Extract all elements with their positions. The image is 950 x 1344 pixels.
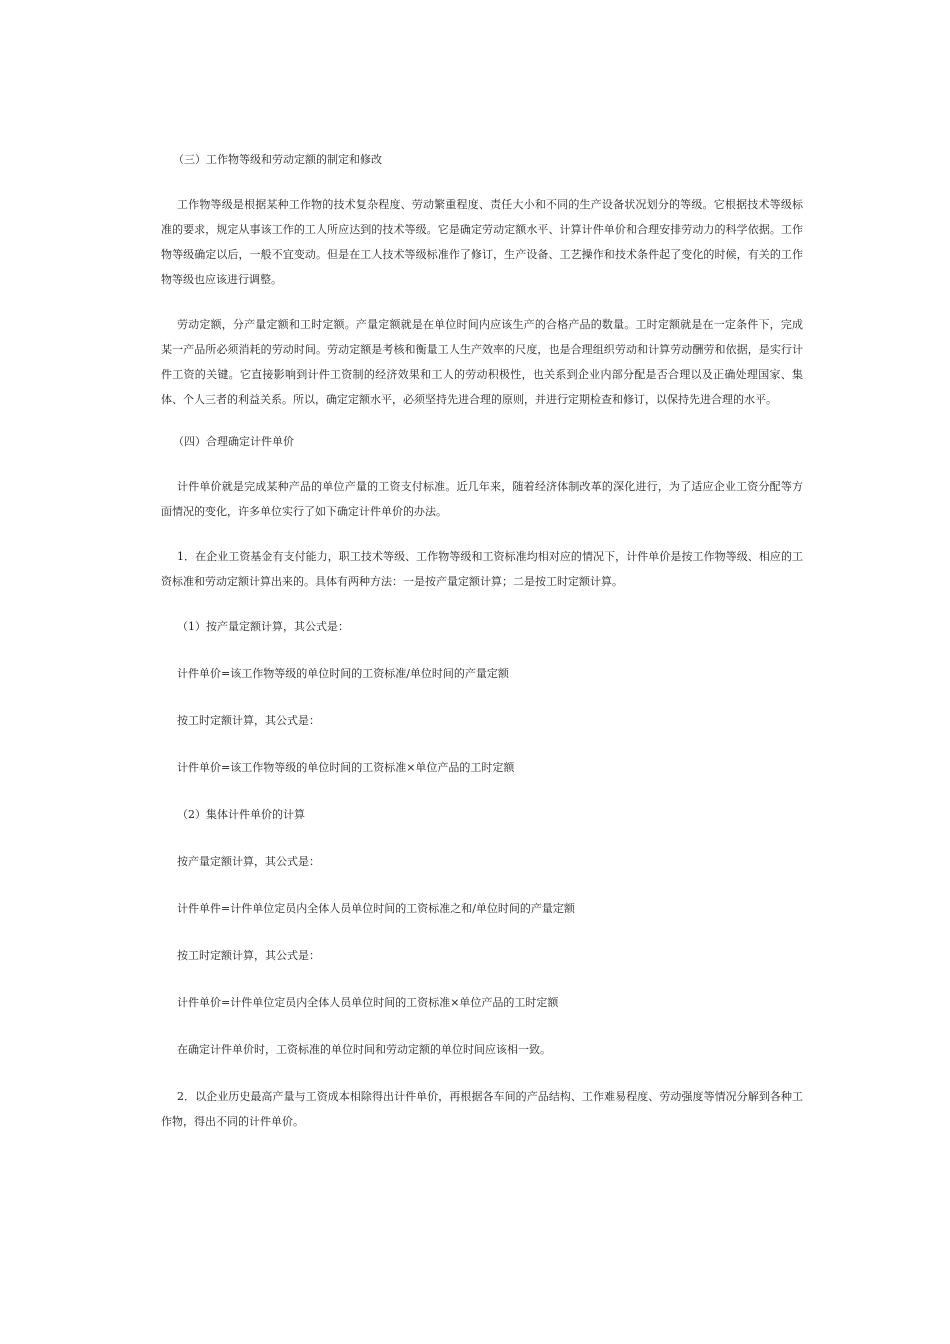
- line-formula-1: 计件单价=该工作物等级的单位时间的工资标准/单位时间的产量定额: [177, 667, 509, 680]
- section-heading-4: （四）合理确定计件单价: [173, 435, 294, 448]
- line-formula-3: 计件单件=计件单位定员内全体人员单位时间的工资标准之和/单位时间的产量定额: [177, 902, 575, 915]
- line-time-quota-intro: 按工时定额计算，其公式是：: [177, 714, 320, 727]
- line-output-quota-formula-intro: （1）按产量定额计算，其公式是：: [177, 620, 349, 633]
- line-collective-output-intro: 按产量定额计算，其公式是：: [177, 855, 320, 868]
- paragraph-method-1: 1．在企业工资基金有支付能力，职工技术等级、工作物等级和工资标准均相对应的情况下，计件单价是按工作物等级、相应的工资标准和劳动定额计算出来的。具体有两种方法：一是按产量定额计算；二是按工时定额计算。: [161, 550, 803, 588]
- paragraph-job-grade: 工作物等级是根据某种工作物的技术复杂程度、劳动繁重程度、责任大小和不同的生产设备状况划分的等级。它根据技术等级标准的要求，规定从事该工作的工人所应达到的技术等级。它是确定劳动定额水平、计算计件单价和合理安排劳动力的科学依据。工作物等级确定以后，一般不宜变动。但是在工人技术等级标准作了修订，生产设备、工艺操作和技术条件起了变化的时候，有关的工作物等级也应该进行调整。: [161, 198, 803, 286]
- line-collective-heading: （2）集体计件单价的计算: [177, 808, 305, 821]
- section-heading-3: （三）工作物等级和劳动定额的制定和修改: [173, 153, 382, 166]
- paragraph-method-2: 2．以企业历史最高产量与工资成本相除得出计件单价，再根据各车间的产品结构、工作难易程度、劳动强度等情况分解到各种工作物，得出不同的计件单价。: [161, 1090, 803, 1128]
- paragraph-piece-rate-intro: 计件单价就是完成某种产品的单位产量的工资支付标准。近几年来，随着经济体制改革的深化进行，为了适应企业工资分配等方面情况的变化，许多单位实行了如下确定计件单价的办法。: [161, 480, 803, 518]
- line-formula-2: 计件单价=该工作物等级的单位时间的工资标准×单位产品的工时定额: [177, 761, 515, 774]
- document-body: [161, 150, 803, 1134]
- line-unit-time-note: 在确定计件单价时，工资标准的单位时间和劳动定额的单位时间应该相一致。: [177, 1043, 551, 1056]
- line-collective-time-intro: 按工时定额计算，其公式是：: [177, 949, 320, 962]
- line-formula-4: 计件单价=计件单位定员内全体人员单位时间的工资标准×单位产品的工时定额: [177, 996, 559, 1009]
- paragraph-labor-quota: 劳动定额，分产量定额和工时定额。产量定额就是在单位时间内应该生产的合格产品的数量。工时定额就是在一定条件下，完成某一产品所必须消耗的劳动时间。劳动定额是考核和衡量工人生产效率的尺度，也是合理组织劳动和计算劳动酬劳和依据，是实行计件工资的关键。它直接影响到计件工资制的经济效果和工人的劳动积极性，也关系到企业内部分配是否合理以及正确处理国家、集体、个人三者的利益关系。所以，确定定额水平，必须坚持先进合理的原则，并进行定期检查和修订，以保持先进合理的水平。: [161, 318, 803, 406]
